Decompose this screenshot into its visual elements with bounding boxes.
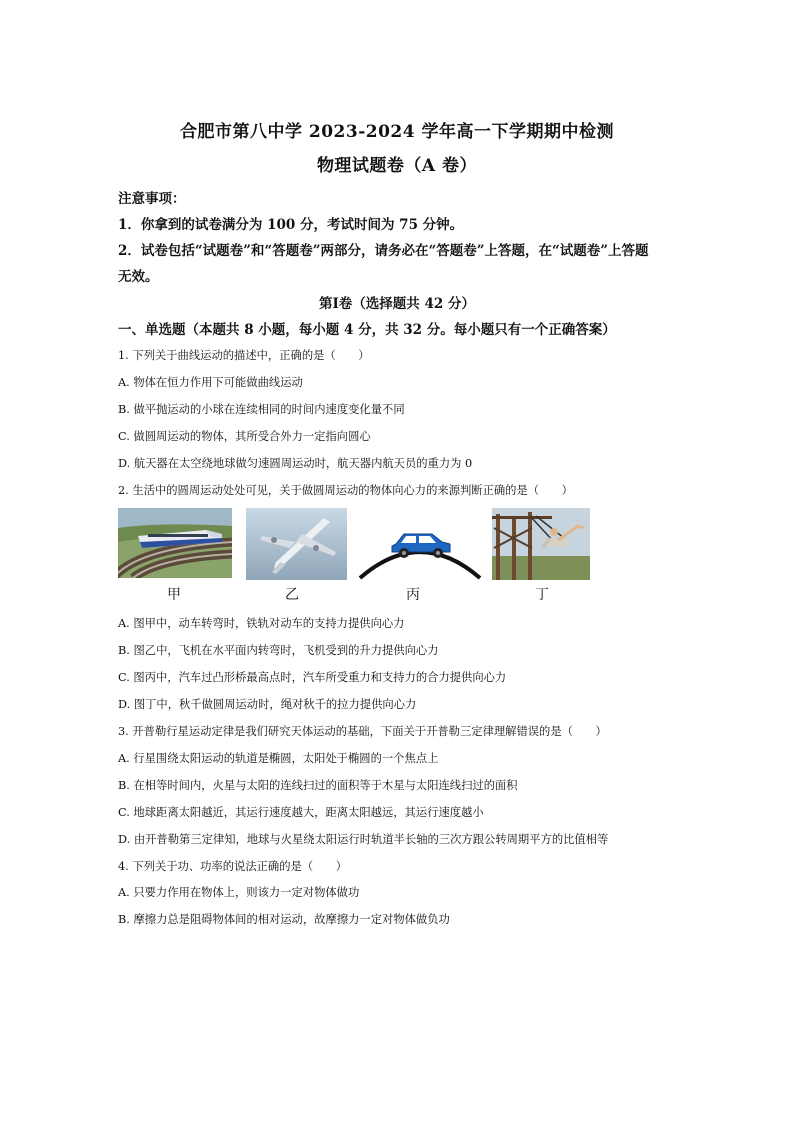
note-item-1: 1．你拿到的试卷满分为 100 分，考试时间为 75 分钟。 bbox=[118, 217, 464, 233]
question-1-option-b: B. 做平抛运动的小球在连续相同的时间内速度变化量不同 bbox=[118, 403, 405, 416]
question-2-option-d: D. 图丁中，秋千做圆周运动时，绳对秋千的拉力提供向心力 bbox=[118, 698, 417, 711]
question-2-option-b: B. 图乙中，飞机在水平面内转弯时，飞机受到的升力提供向心力 bbox=[118, 644, 439, 657]
figure-airplane-image bbox=[246, 508, 347, 580]
exam-title: 合肥市第八中学 2023-2024 学年高一下学期期中检测 bbox=[179, 122, 615, 142]
notes-heading: 注意事项： bbox=[118, 191, 186, 207]
question-4-option-b: B. 摩擦力总是阻碍物体间的相对运动，故摩擦力一定对物体做负功 bbox=[118, 913, 450, 926]
section-heading: 一、单选题（本题共 8 小题，每小题 4 分，共 32 分。每小题只有一个正确答案） bbox=[118, 322, 616, 338]
figure-train-image bbox=[118, 508, 232, 578]
question-2-stem: 2. 生活中的圆周运动处处可见，关于做圆周运动的物体向心力的来源判断正确的是（ ） bbox=[118, 484, 573, 497]
note-item-2: 2．试卷包括“试题卷”和“答题卷”两部分，请务必在“答题卷”上答题，在“试题卷”上答题 bbox=[118, 243, 649, 259]
question-2-option-c: C. 图丙中，汽车过凸形桥最高点时，汽车所受重力和支持力的合力提供向心力 bbox=[118, 671, 507, 684]
question-4-option-a: A. 只要力作用在物体上，则该力一定对物体做功 bbox=[118, 886, 360, 899]
note-item-2-continued: 无效。 bbox=[118, 269, 159, 285]
figure-caption-bing: 丙 bbox=[406, 587, 420, 603]
part-title: 第Ⅰ卷（选择题共 42 分） bbox=[318, 296, 475, 312]
question-3-option-a: A. 行星围绕太阳运动的轨道是椭圆，太阳处于椭圆的一个焦点上 bbox=[118, 752, 439, 765]
question-3-option-c: C. 地球距离太阳越近，其运行速度越大，距离太阳越远，其运行速度越小 bbox=[118, 806, 484, 819]
figure-caption-jia: 甲 bbox=[167, 587, 181, 603]
question-1-option-c: C. 做圆周运动的物体，其所受合外力一定指向圆心 bbox=[118, 430, 371, 443]
question-2-option-a: A. 图甲中，动车转弯时，铁轨对动车的支持力提供向心力 bbox=[118, 617, 405, 630]
question-1-stem: 1. 下列关于曲线运动的描述中，正确的是（ ） bbox=[118, 349, 370, 362]
exam-subtitle: 物理试题卷（A 卷） bbox=[316, 156, 478, 176]
question-3-option-d: D. 由开普勒第三定律知，地球与火星绕太阳运行时轨道半长轴的三次方跟公转周期平方的比值相等 bbox=[118, 833, 609, 846]
question-3-stem: 3. 开普勒行星运动定律是我们研究天体运动的基础，下面关于开普勒三定律理解错误的是（ ） bbox=[118, 725, 607, 738]
figure-car-bridge-image bbox=[356, 516, 484, 580]
question-1-option-d: D. 航天器在太空绕地球做匀速圆周运动时，航天器内航天员的重力为 0 bbox=[118, 457, 473, 470]
figure-swing-image bbox=[492, 508, 590, 580]
figure-caption-yi: 乙 bbox=[285, 587, 299, 603]
question-3-option-b: B. 在相等时间内，火星与太阳的连线扫过的面积等于木星与太阳连线扫过的面积 bbox=[118, 779, 518, 792]
question-1-option-a: A. 物体在恒力作用下可能做曲线运动 bbox=[118, 376, 303, 389]
question-4-stem: 4. 下列关于功、功率的说法正确的是（ ） bbox=[118, 860, 348, 873]
figure-caption-ding: 丁 bbox=[535, 587, 549, 603]
